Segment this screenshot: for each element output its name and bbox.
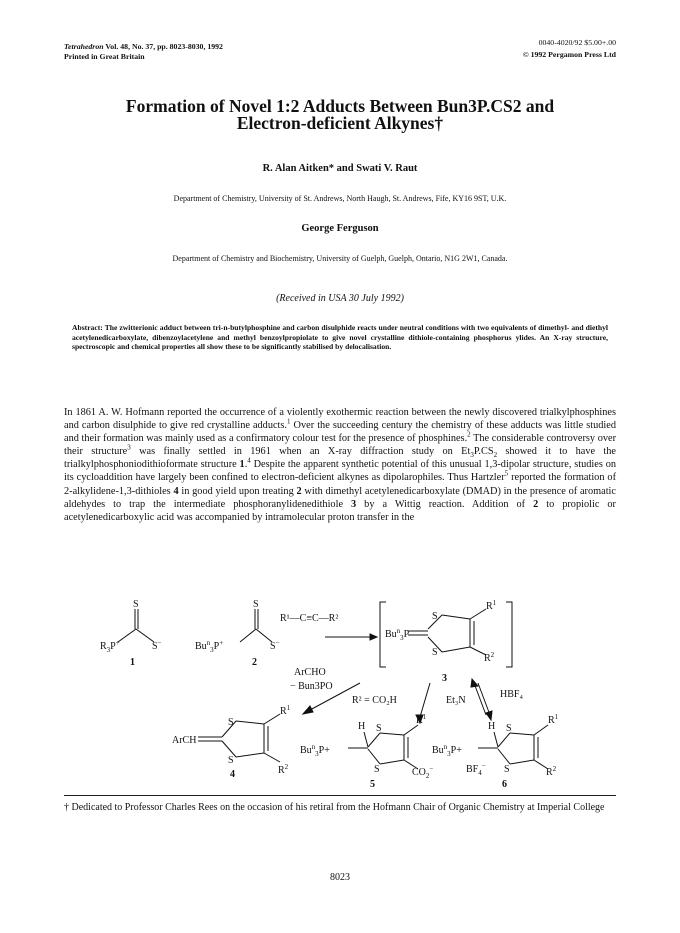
svg-text:R1: $R^1$ — [280, 704, 291, 717]
compound-label-6: 6 — [502, 779, 507, 790]
svg-text:R2: $R^2$ — [484, 651, 495, 664]
reference-marker: 2 — [467, 430, 471, 439]
journal-name: Tetrahedron — [64, 42, 104, 51]
svg-text:R1: $R^1$ — [548, 713, 559, 726]
issn: 0040-4020/92 $5.00+.00 — [538, 38, 616, 47]
alkyne-label: R¹—C≡C—R² — [280, 613, 339, 624]
body-text: P.CS — [473, 446, 494, 458]
body-text: showed it to have the trialkylphosphoniodithioformate structure — [64, 446, 617, 471]
authors-2: George Ferguson — [301, 223, 379, 234]
abstract — [72, 323, 608, 352]
body-text: with dimethyl acetylenedicarboxylate (DMAD) in the presence of aromatic aldehydes to trap the intermediate phosphoranylidenedithiole — [64, 485, 616, 510]
compound-ref: 3 — [351, 498, 357, 510]
body-text: to propiolic or acetylenedicarboxylic acid was accompanied by intramolecular proton transfer in the — [64, 498, 616, 523]
journal-citation — [64, 42, 223, 52]
svg-text:BF4−: $BF_4^-$ — [466, 762, 486, 777]
svg-text:S: S — [228, 717, 234, 728]
reference-marker: 1 — [287, 417, 291, 426]
svg-text:Bun3P: $Bu^n_3P$ — [385, 627, 410, 642]
reference-marker: 4 — [247, 456, 251, 465]
svg-text:Bun3P+: $Bu^n_3P^+$ — [195, 639, 224, 654]
body-text: reported the formation of 2-alkylidene-1,3-dithioles — [64, 472, 616, 497]
compound-ref: 2 — [533, 498, 539, 510]
svg-text:CO2−: $CO_2^-$ — [412, 765, 434, 780]
svg-text:S: S — [228, 755, 234, 766]
page-number: 8023 — [330, 872, 350, 883]
printed-note: Printed in Great Britain — [64, 52, 145, 61]
subscript: 2 — [493, 451, 498, 460]
svg-text:S: S — [506, 723, 512, 734]
compound-ref: 2 — [296, 485, 302, 497]
svg-text:R3P+: $R_3P^+$ — [100, 639, 120, 654]
reference-marker: 3 — [127, 443, 131, 452]
body-text: in good yield upon treating — [178, 485, 297, 497]
reagent-aldehyde: ArCHO — [294, 667, 326, 678]
title-line-1: Formation of Novel 1:2 Adducts Between Bun3P.CS2 and — [125, 96, 555, 116]
svg-text:R2: $R^2$ — [278, 763, 289, 776]
svg-text:S: S — [253, 599, 259, 610]
body-text: Over the succeeding century the chemistry of these adducts was little studied and their formation was mainly used as a confirmatory colour test for the presence of phosphines. — [64, 420, 616, 445]
svg-text:Bun3P+: $Bu^n_3P+$ — [300, 743, 330, 758]
subscript: 3 — [470, 451, 474, 460]
body-text: The considerable controversy over their structure — [64, 433, 617, 458]
reagent-base: Et₃N — [446, 695, 466, 706]
compound-ref: 1 — [239, 459, 245, 471]
affiliation-2: Department of Chemistry and Biochemistry, University of Guelph, Guelph, Ontario, N1G 2W1, Canada. — [172, 254, 508, 263]
compound-label-2: 2 — [252, 657, 257, 668]
svg-text:S−: S− — [152, 639, 162, 652]
svg-text:S: S — [504, 764, 510, 775]
copyright: © 1992 Pergamon Press Ltd — [522, 50, 616, 59]
reagent-acid: R² = CO₂H — [352, 695, 397, 706]
svg-text:R1: $R^1$ — [416, 713, 427, 726]
svg-text:H: H — [488, 721, 496, 732]
svg-text:ArCH: ArCH — [172, 735, 197, 746]
body-text: Despite the apparent synthetic potential of this unusual 1,3-dipolar structure, studies on its cycloaddition have largely been confined to electron-deficient alkynes as dipolarophiles. Thus Hartzler — [64, 459, 616, 484]
svg-text:S−: S− — [270, 639, 280, 652]
paper-title — [40, 98, 640, 132]
svg-text:S: S — [432, 611, 438, 622]
body-text: was finally settled in 1961 when an X-ray diffraction study on Et — [130, 446, 471, 458]
reference-marker: 5 — [504, 470, 509, 479]
title-line-2: Electron-deficient Alkynes† — [236, 113, 444, 133]
footnote: † Dedicated to Professor Charles Rees on the occasion of his retiral from the Hofmann Chair of Organic Chemistry at Imperial College — [64, 802, 605, 813]
svg-text:R1: $R^1$ — [486, 599, 497, 612]
received-text: (Received in USA 30 July 1992) — [276, 293, 404, 304]
reaction-scheme — [90, 597, 610, 790]
compound-label-3: 3 — [442, 673, 447, 684]
svg-text:H: H — [358, 721, 366, 732]
authors-1: R. Alan Aitken* and Swati V. Raut — [262, 163, 418, 174]
affiliation-1: Department of Chemistry, University of St. Andrews, North Haugh, St. Andrews, Fife, KY16 9ST, U.K. — [173, 194, 507, 203]
compound-label-1: 1 — [130, 657, 135, 668]
compound-label-4: 4 — [230, 769, 235, 780]
reagent-hbf4: HBF₄ — [500, 689, 523, 700]
compound-label-5: 5 — [370, 779, 375, 790]
svg-text:R2: $R^2$ — [546, 765, 557, 778]
abstract-label: Abstract: — [72, 323, 103, 332]
svg-text:S: S — [133, 599, 139, 610]
svg-text:S: S — [432, 647, 438, 658]
abstract-text: The zwitterionic adduct between tri-n-butylphosphine and carbon disulphide reacts under neutral conditions with two equivalents of dimethyl- and diethyl acetylenedicarboxylate, dibenzoylacetylene and methyl benzoylpropiolate to give novel crystalline dithiole-containing phosphorus ylides. An X-ray structure, spectroscopic and chemical properties all show these to be significantly stabilised by delocalisation. — [72, 323, 608, 352]
body-text: In 1861 A. W. Hofmann reported the occurrence of a violently exothermic reaction between the newly discovered trialkylphosphines and carbon disulphide to give red crystalline adducts. — [64, 407, 616, 432]
received-date — [40, 293, 640, 304]
svg-text:S: S — [376, 723, 382, 734]
body-text: by a Wittig reaction. Addition of — [356, 498, 534, 510]
reagent-phosphine-oxide: − Bun3PO — [290, 681, 333, 692]
body-paragraph: In 1861 A. W. Hofmann reported the occurrence of a violently exothermic reaction between the newly discovered trialkylphosphines and carbon disulphide to give red crystalline adducts.$^1$ Over the succeeding century the chemistry of these adducts was little studied and their formation was mainly used as a confirmatory colour test for the presence of phosphines.$^2$ The considerable controversy over their structure$^3$ was finally settled in 1961 when an X-ray diffraction study on $Et_3P.CS_2$ showed it to have the trialkylphosphoniodithioformate structure 1.$^4$ Despite the apparent synthetic potential of this unusual 1,3-dipolar structure, studies on its cycloaddition have largely been confined to electron-deficient alkynes as dipolarophiles. Thus Hartzler$^5$ reported the formation of 2-alkylidene-1,3-dithioles 4 in good yield upon treating 2 with dimethyl acetylenedicarboxylate (DMAD) in the presence of aromatic aldehydes to trap the intermediate phosphoranylidenedithiole 3 by a Wittig reaction. Addition of 2 to propiolic or acetylenedicarboxylic acid was accompanied by intramolecular proton transfer in the — [64, 407, 617, 523]
citation-info: Vol. 48, No. 37, pp. 8023-8030, 1992 — [105, 42, 223, 51]
compound-ref: 4 — [173, 485, 179, 497]
svg-text:S: S — [374, 764, 380, 775]
footnote-divider — [64, 795, 616, 796]
svg-text:Bun3P+: $Bu^n_3P+$ — [432, 743, 462, 758]
